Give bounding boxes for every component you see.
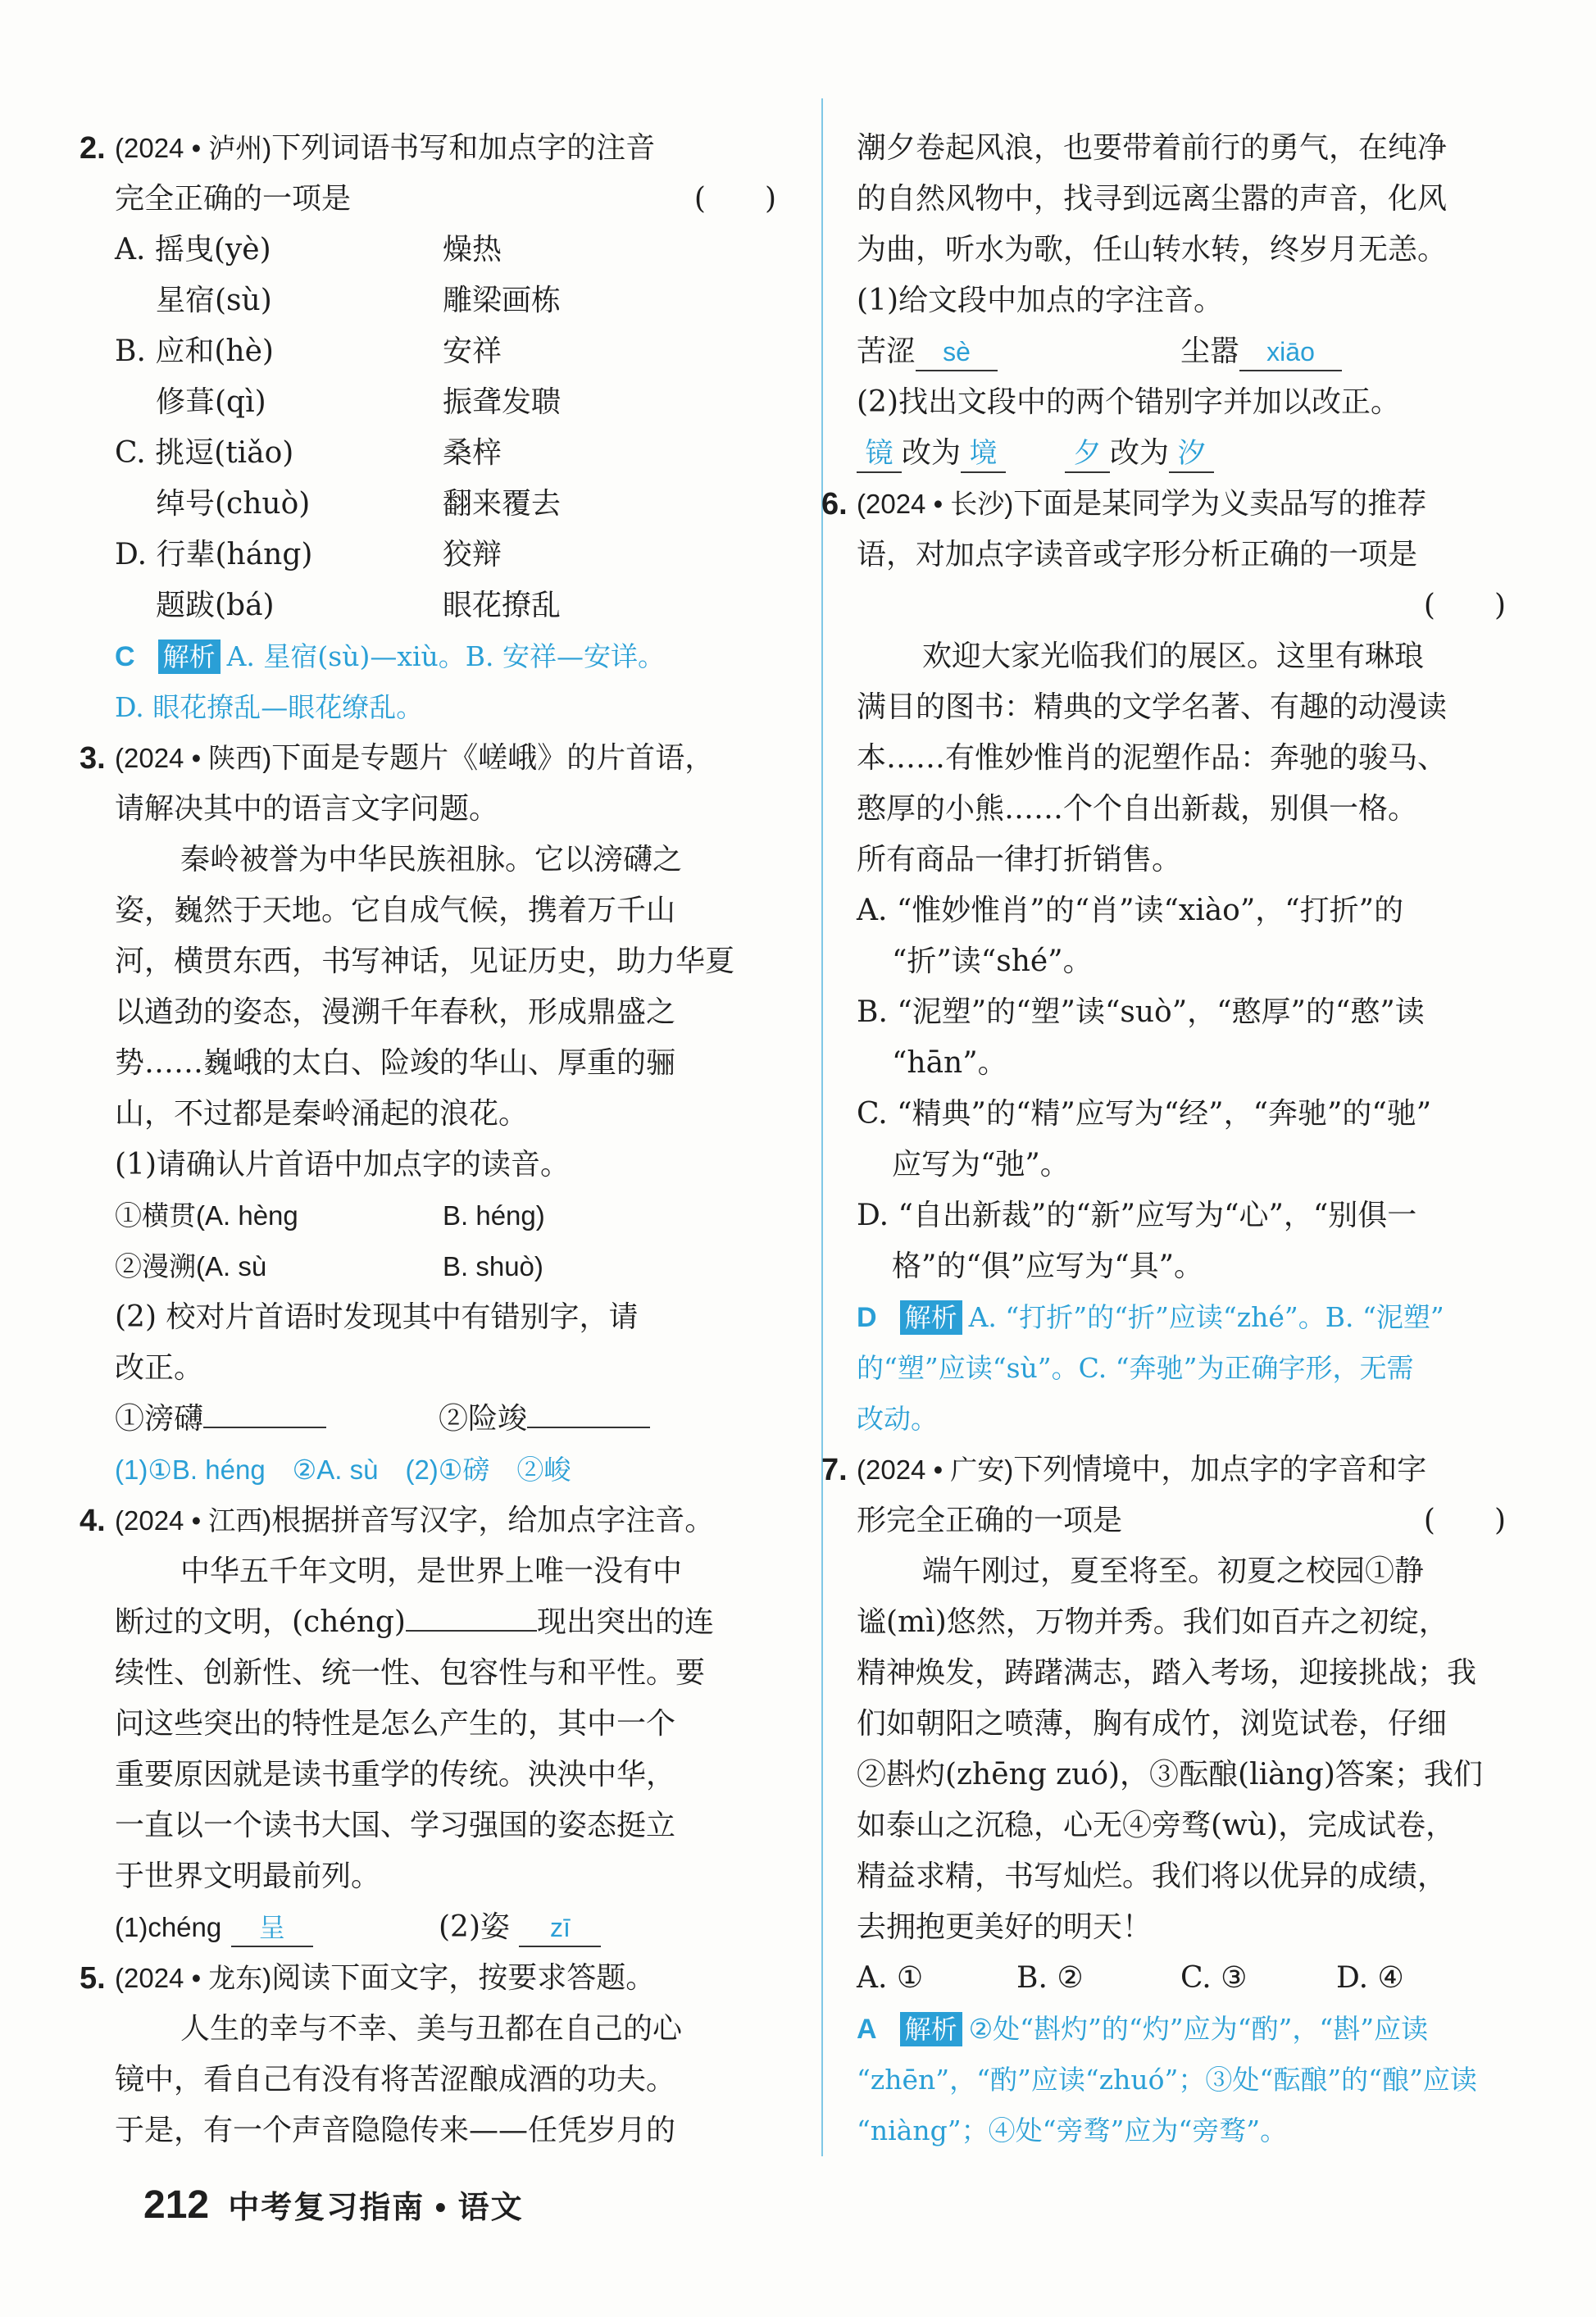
word: 苦涩 — [857, 335, 916, 368]
option-d: D. 行辈(háng) — [115, 538, 313, 571]
right-column — [821, 123, 1512, 2156]
question-stem: 下列情境中，加点字的字音和字 — [1013, 1453, 1427, 1486]
question-number: 5. — [80, 1961, 106, 1996]
option-b: B. ② — [1016, 1961, 1084, 1995]
fix-item: ①滂礴 — [115, 1402, 204, 1436]
passage-line: 河，横贯东西，书写神话，见证历史，助力华夏 — [115, 945, 735, 978]
option-a: A. ① — [857, 1961, 924, 1995]
passage-line: 秦岭被誉为中华民族祖脉。它以滂礴之 — [180, 843, 683, 876]
option-d-cont: 格”的“俱”应写为“具”。 — [892, 1250, 1204, 1283]
option-d: D. ④ — [1336, 1961, 1404, 1995]
analysis-badge: 解析 — [900, 1300, 962, 1335]
passage-line: 人生的幸与不幸、美与丑都在自己的心 — [180, 2012, 683, 2046]
fix-item: ②险竣 — [439, 1402, 528, 1436]
answer-fill: xiāo — [1239, 334, 1342, 371]
passage-line: 于是，有一个声音隐隐传来——任凭岁月的 — [115, 2114, 676, 2147]
choice-pair: ①横贯(A. hèng — [115, 1200, 298, 1231]
page-number: 212 — [143, 2183, 210, 2227]
option-c: C. “精典”的“精”应写为“经”，“奔驰”的“驰” — [857, 1097, 1432, 1131]
analysis-text: 改动。 — [857, 1403, 938, 1435]
option-word: 振聋发聩 — [443, 385, 562, 419]
option-word: 翻来覆去 — [443, 487, 562, 521]
passage-line: 重要原因就是读书重学的传统。泱泱中华， — [115, 1758, 676, 1791]
option-word: 题跋(bá) — [156, 589, 275, 622]
answer-letter: D — [857, 1302, 877, 1333]
question-source: (2024 • 龙东) — [115, 1963, 272, 1993]
question-number: 4. — [80, 1504, 106, 1538]
question-5 — [80, 1953, 783, 2156]
choice-pair: B. héng) — [443, 1200, 545, 1231]
left-column — [80, 123, 783, 2156]
answer-text: (1)①B. héng ②A. sù (2)①磅 ②峻 — [115, 1454, 571, 1485]
answer-bracket: ( ) — [1423, 589, 1506, 622]
answer-label: (2)姿 — [439, 1910, 510, 1944]
passage-line: 精益求精，书写灿烂。我们将以优异的成绩， — [857, 1860, 1448, 1893]
question-stem: 完全正确的一项是 — [115, 182, 352, 216]
sub-question: (2)找出文段中的两个错别字并加以改正。 — [857, 385, 1400, 419]
answer-bracket: ( ) — [1423, 1504, 1506, 1537]
passage-line: 以遒劲的姿态，漫溯千年春秋，形成鼎盛之 — [115, 995, 676, 1029]
answer-fill: 呈 — [231, 1910, 313, 1947]
passage-line: 精神焕发，踌躇满志，踏入考场，迎接挑战；我 — [857, 1656, 1477, 1690]
passage-line: 现出突出的连 — [536, 1605, 714, 1639]
option-word: 修葺(qì) — [156, 385, 266, 419]
question-number: 3. — [80, 741, 106, 776]
option-word: 安祥 — [443, 335, 502, 368]
question-4 — [80, 1495, 783, 1953]
option-word: 星宿(sù) — [156, 284, 272, 317]
question-7 — [821, 1445, 1512, 2156]
passage-line: 欢迎大家光临我们的展区。这里有琳琅 — [922, 640, 1425, 673]
analysis-badge: 解析 — [900, 2012, 962, 2046]
answer-blank — [527, 1394, 650, 1428]
column-divider — [821, 98, 823, 2156]
option-c: C. 挑逗(tiǎo) — [115, 436, 294, 470]
passage-line: 问这些突出的特性是怎么产生的，其中一个 — [115, 1707, 676, 1741]
question-stem: 下面是专题片《嵯峨》的片首语， — [271, 741, 715, 775]
question-number: 7. — [821, 1453, 848, 1487]
question-stem: 阅读下面文字，按要求答题。 — [271, 1961, 656, 1995]
option-word: 燥热 — [443, 233, 502, 266]
word: 尘嚣 — [1180, 335, 1240, 368]
option-c-cont: 应写为“弛”。 — [892, 1148, 1070, 1181]
analysis-text: 的“塑”应读“sù”。C. “奔驰”为正确字形，无需 — [857, 1352, 1414, 1384]
passage-line: ②斟灼(zhēng zuó)，③酝酿(liàng)答案；我们 — [857, 1758, 1483, 1791]
passage-line: 为曲，听水为歌，任山转水转，终岁月无恙。 — [857, 233, 1448, 266]
question-stem: 下面是某同学为义卖品写的推荐 — [1013, 487, 1427, 521]
passage-line: 中华五千年文明，是世界上唯一没有中 — [180, 1555, 683, 1588]
question-source: (2024 • 江西) — [115, 1505, 272, 1536]
passage-line: 镜中，看自己有没有将苦涩酿成酒的功夫。 — [115, 2063, 676, 2096]
passage-line: 所有商品一律打折销售。 — [857, 843, 1182, 876]
passage-line: 续性、创新性、统一性、包容性与和平性。要 — [115, 1656, 706, 1690]
analysis-text: ②处“斟灼”的“灼”应为“酌”，“斟”应读 — [968, 2013, 1429, 2045]
option-d: D. “自出新裁”的“新”应写为“心”，“别俱一 — [857, 1199, 1417, 1232]
book-title: 中考复习指南 • 语文 — [228, 2191, 524, 2225]
analysis-text: A. “打折”的“折”应读“zhé”。B. “泥塑” — [968, 1301, 1444, 1333]
passage-line: 去拥抱更美好的明天！ — [857, 1910, 1153, 1944]
passage-line: 如泰山之沉稳，心无④旁骛(wù)，完成试卷， — [857, 1809, 1456, 1842]
question-6 — [821, 479, 1512, 1445]
question-stem: 语，对加点字读音或字形分析正确的一项是 — [857, 538, 1418, 571]
answer-fill: 汐 — [1169, 435, 1214, 473]
passage-line: 于世界文明最前列。 — [115, 1860, 381, 1893]
sub-question: 改正。 — [115, 1351, 204, 1385]
passage-line: 的自然风物中，找寻到远离尘嚣的声音，化风 — [857, 182, 1448, 216]
change-label: 改为 — [1110, 436, 1170, 470]
answer-letter: A — [857, 2014, 877, 2045]
change-label: 改为 — [902, 436, 962, 470]
analysis-text: A. 星宿(sù)—xiù。B. 安祥—安详。 — [226, 640, 665, 672]
passage-line: 满目的图书：精典的文学名著、有趣的动漫读 — [857, 690, 1448, 724]
choice-pair: ②漫溯(A. sù — [115, 1251, 267, 1281]
option-b: B. 应和(hè) — [115, 335, 274, 368]
passage-line: 潮夕卷起风浪，也要带着前行的勇气，在纯净 — [857, 131, 1448, 165]
question-2 — [80, 123, 783, 733]
option-word: 雕梁画栋 — [443, 284, 562, 317]
answer-blank — [203, 1394, 326, 1428]
passage-line: 们如朝阳之喷薄，胸有成竹，浏览试卷，仔细 — [857, 1707, 1448, 1741]
question-3 — [80, 733, 783, 1495]
analysis-badge: 解析 — [158, 640, 221, 674]
analysis-text: D. 眼花撩乱—眼花缭乱。 — [115, 691, 424, 723]
passage-line: 端午刚过，夏至将至。初夏之校园①静 — [922, 1555, 1425, 1588]
question-stem: 形完全正确的一项是 — [857, 1504, 1123, 1537]
option-b: B. “泥塑”的“塑”读“suò”，“憨厚”的“憨”读 — [857, 995, 1425, 1029]
passage-line: 本……有惟妙惟肖的泥塑作品：奔驰的骏马、 — [857, 741, 1448, 775]
option-word: 眼花撩乱 — [443, 589, 562, 622]
sub-question: (2) 校对片首语时发现其中有错别字，请 — [115, 1300, 639, 1334]
passage-line: 憨厚的小熊……个个自出新裁，别俱一格。 — [857, 792, 1418, 826]
passage-line: 一直以一个读书大国、学习强国的姿态挺立 — [115, 1809, 676, 1842]
choice-pair: B. shuò) — [443, 1251, 543, 1281]
question-source: (2024 • 长沙) — [857, 489, 1014, 519]
page-footer — [143, 2181, 524, 2230]
sub-question: (1)请确认片首语中加点字的读音。 — [115, 1148, 570, 1181]
answer-bracket: ( ) — [693, 182, 776, 216]
option-word: 绰号(chuò) — [156, 487, 311, 521]
question-stem: 请解决其中的语言文字问题。 — [115, 792, 499, 826]
option-word: 桑梓 — [443, 436, 502, 470]
answer-fill: sè — [916, 334, 998, 371]
option-c: C. ③ — [1180, 1961, 1248, 1995]
option-a: A. 摇曳(yè) — [115, 233, 271, 266]
answer-fill: 镜 — [857, 435, 902, 473]
option-a: A. “惟妙惟肖”的“肖”读“xiào”，“打折”的 — [857, 894, 1404, 927]
passage-line: 山，不过都是秦岭涌起的浪花。 — [115, 1097, 529, 1131]
answer-blank — [406, 1597, 537, 1632]
passage-line: 姿，巍然于天地。它自成气候，携着万千山 — [115, 894, 676, 927]
analysis-text: “zhēn”，“酌”应读“zhuó”；③处“酝酿”的“酿”应读 — [857, 2064, 1477, 2096]
sub-question: (1)给文段中加点的字注音。 — [857, 284, 1223, 317]
question-source: (2024 • 广安) — [857, 1454, 1014, 1485]
passage-line: 势……巍峨的太白、险竣的华山、厚重的骊 — [115, 1046, 676, 1080]
question-stem: 下列词语书写和加点字的注音 — [271, 131, 656, 165]
answer-letter: C — [115, 641, 135, 672]
question-source: (2024 • 泸州) — [115, 133, 272, 163]
question-5-continued — [857, 123, 1512, 479]
option-b-cont: “hān”。 — [892, 1046, 1007, 1080]
analysis-text: “niàng”；④处“旁骛”应为“旁骛”。 — [857, 2114, 1288, 2146]
question-number: 2. — [80, 131, 106, 166]
question-stem: 根据拼音写汉字，给加点字注音。 — [271, 1504, 715, 1537]
answer-label: (1)chéng — [115, 1912, 222, 1942]
answer-fill: 境 — [961, 435, 1006, 473]
option-a-cont: “折”读“shé”。 — [892, 945, 1093, 978]
answer-fill: zī — [519, 1910, 601, 1947]
passage-line: 断过的文明，(chéng) — [115, 1605, 406, 1639]
question-source: (2024 • 陕西) — [115, 743, 272, 773]
answer-fill: 夕 — [1065, 435, 1110, 473]
passage-line: 谧(mì)悠然，万物并秀。我们如百卉之初绽， — [857, 1605, 1448, 1639]
option-word: 狡辩 — [443, 538, 502, 571]
question-number: 6. — [821, 487, 848, 521]
